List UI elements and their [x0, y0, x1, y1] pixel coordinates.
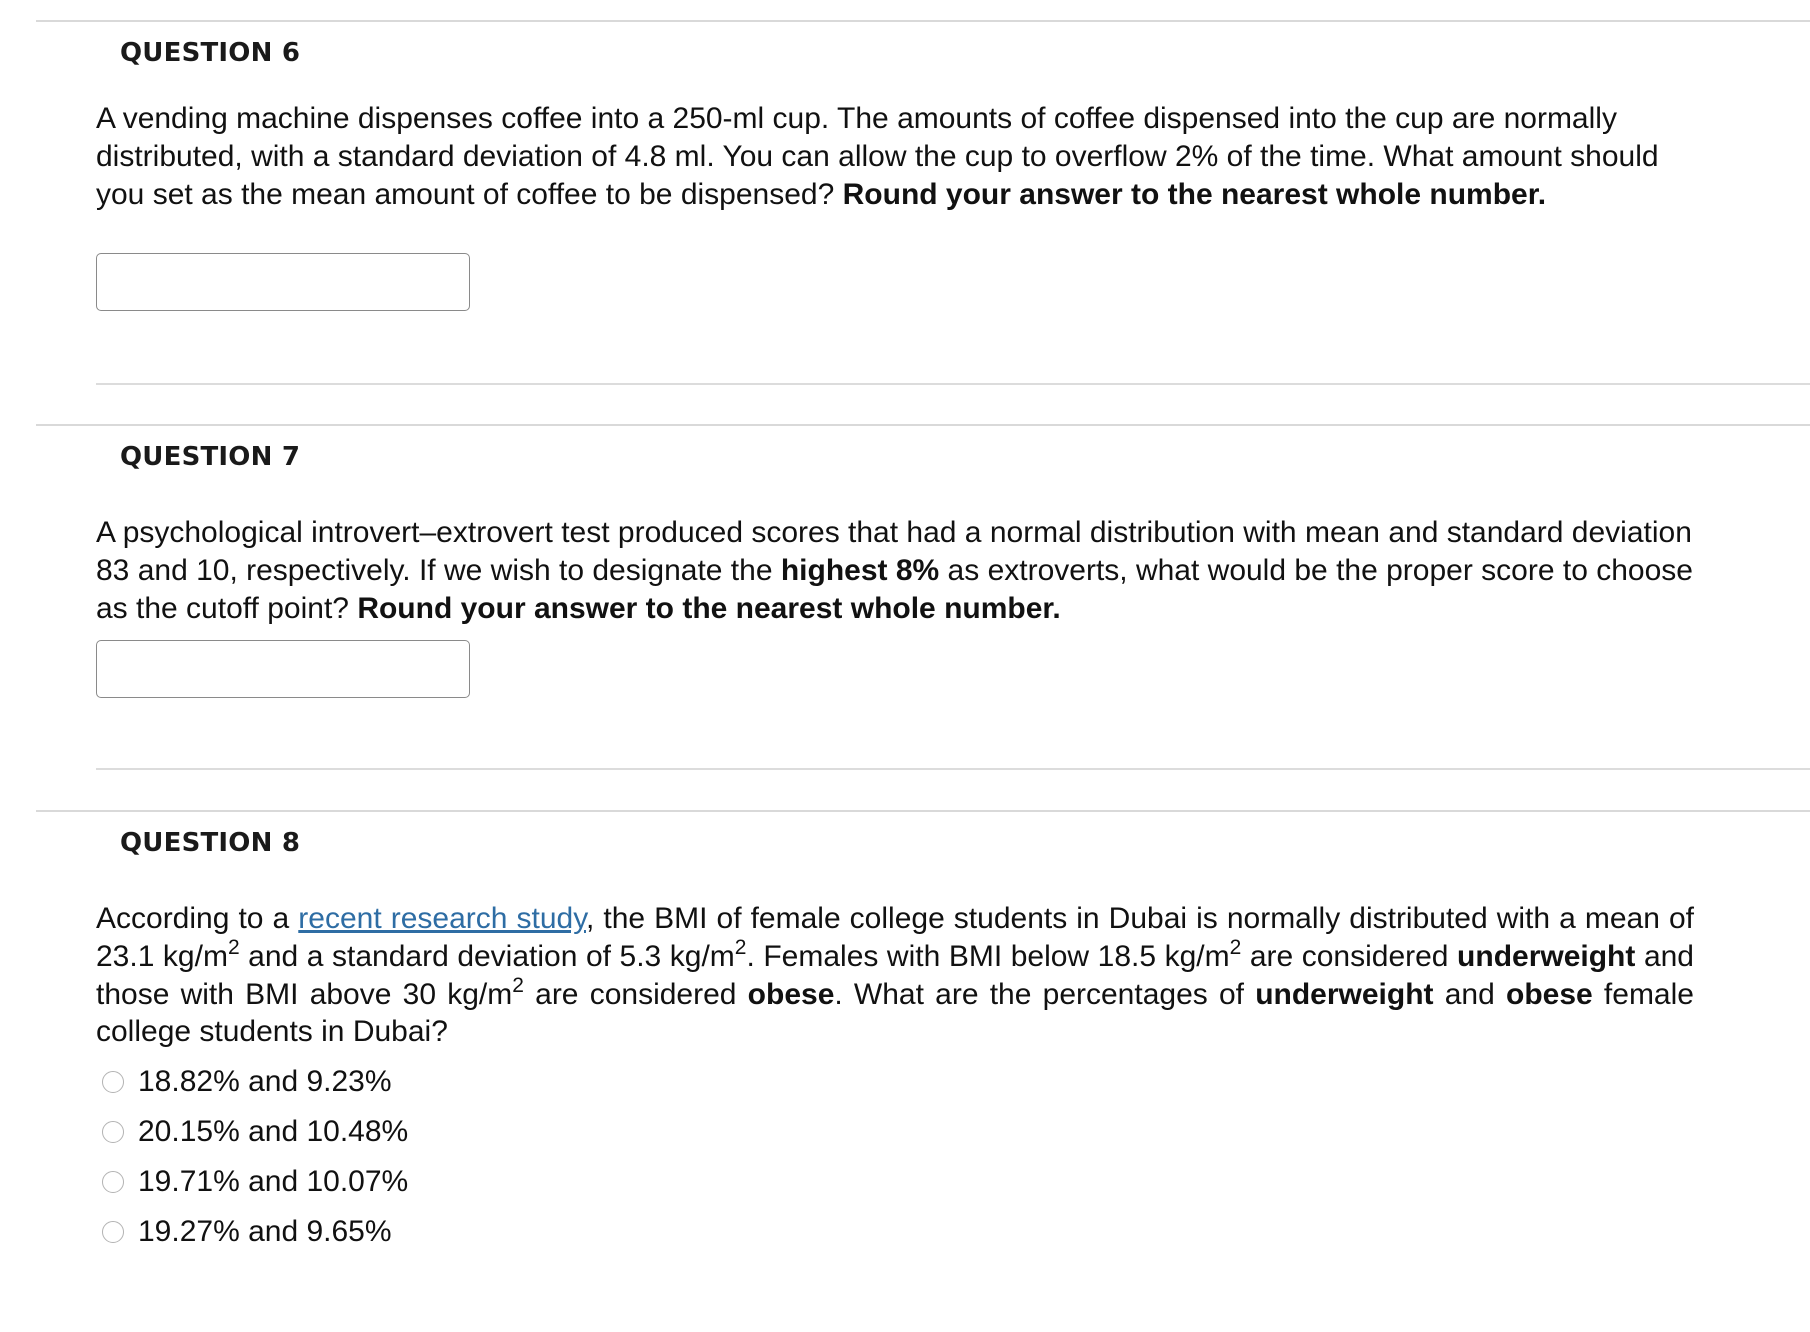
question-8-option-1[interactable]: [102, 1062, 392, 1102]
question-8-option-2[interactable]: [102, 1112, 408, 1152]
question-6-text-prefix: A vending machine dispenses coffee into a 250-ml cup. The amounts of coffee dispensed into the cup are normally distributed, with a standard deviation of 4.8 ml. You can allow the cup to overflow 2% of the time. What amount should you set as the mean amount of coffee to be dispensed?: [96, 102, 1659, 211]
question-8-option-1-label: 18.82% and 9.23%: [138, 1065, 392, 1098]
question-8-text-part: are considered: [1241, 939, 1458, 973]
question-7-text: [96, 514, 1696, 627]
question-7-answer-input[interactable]: [96, 640, 470, 698]
radio-button-icon[interactable]: [102, 1171, 124, 1193]
question-8-option-2-label: 20.15% and 10.48%: [138, 1115, 409, 1148]
recent-research-study-link[interactable]: recent research study: [298, 902, 586, 935]
question-6-top-divider: [36, 20, 1810, 22]
question-7-top-divider: [36, 424, 1810, 426]
underweight-term: underweight: [1457, 939, 1636, 973]
question-6-answer-input[interactable]: [96, 253, 470, 311]
question-7-highest-percent: highest 8%: [780, 553, 940, 587]
radio-button-icon[interactable]: [102, 1221, 124, 1243]
question-8-text-part: and a standard deviation of 5.3 kg/m: [239, 939, 735, 973]
question-8-text-part: According to a: [96, 902, 299, 935]
superscript-2: 2: [734, 935, 747, 959]
question-6-bottom-divider: [96, 383, 1810, 385]
obese-term: obese: [1506, 977, 1593, 1011]
question-6-title: QUESTION 6: [120, 38, 301, 68]
question-8-title: QUESTION 8: [120, 828, 301, 858]
question-7-text-middle: as extroverts, what would be the proper score to choose as the cutoff point?: [96, 553, 1693, 625]
question-8-text-part: , the BMI of female college students in Dubai is normally distributed with a mean of 23.1 kg/m: [96, 902, 1694, 973]
question-8-text: [96, 900, 1694, 1051]
question-8-option-3-label: 19.71% and 10.07%: [138, 1165, 409, 1198]
question-7-rounding-instruction: Round your answer to the nearest whole number.: [357, 591, 1061, 625]
radio-button-icon[interactable]: [102, 1121, 124, 1143]
question-8-text-part: and: [1433, 977, 1506, 1011]
superscript-2: 2: [1229, 935, 1242, 959]
superscript-2: 2: [512, 973, 524, 997]
question-6-rounding-instruction: Round your answer to the nearest whole number.: [842, 177, 1547, 211]
question-8-option-3[interactable]: [102, 1162, 408, 1202]
underweight-term: underweight: [1255, 977, 1434, 1011]
obese-term: obese: [747, 977, 835, 1011]
question-6-text: [96, 100, 1696, 213]
question-7-title: QUESTION 7: [120, 442, 301, 472]
question-8-text-part: . Females with BMI below 18.5 kg/m: [746, 939, 1230, 973]
question-8-top-divider: [36, 810, 1810, 812]
question-8-option-4[interactable]: [102, 1212, 392, 1252]
question-8-text-part: . What are the percentages of: [834, 977, 1256, 1011]
question-8-text-part: are considered: [523, 977, 748, 1011]
question-8-text-part: and those with BMI above 30 kg/m: [96, 939, 1694, 1011]
question-8-option-4-label: 19.27% and 9.65%: [138, 1215, 392, 1248]
radio-button-icon[interactable]: [102, 1071, 124, 1093]
question-7-text-prefix: A psychological introvert–extrovert test produced scores that had a normal distribution with mean and standard deviation 83 and 10, respectively. If we wish to designate the: [96, 516, 1692, 587]
question-7-bottom-divider: [96, 768, 1810, 770]
question-8-text-part: female college students in Dubai?: [96, 977, 1694, 1049]
superscript-2: 2: [227, 935, 240, 959]
